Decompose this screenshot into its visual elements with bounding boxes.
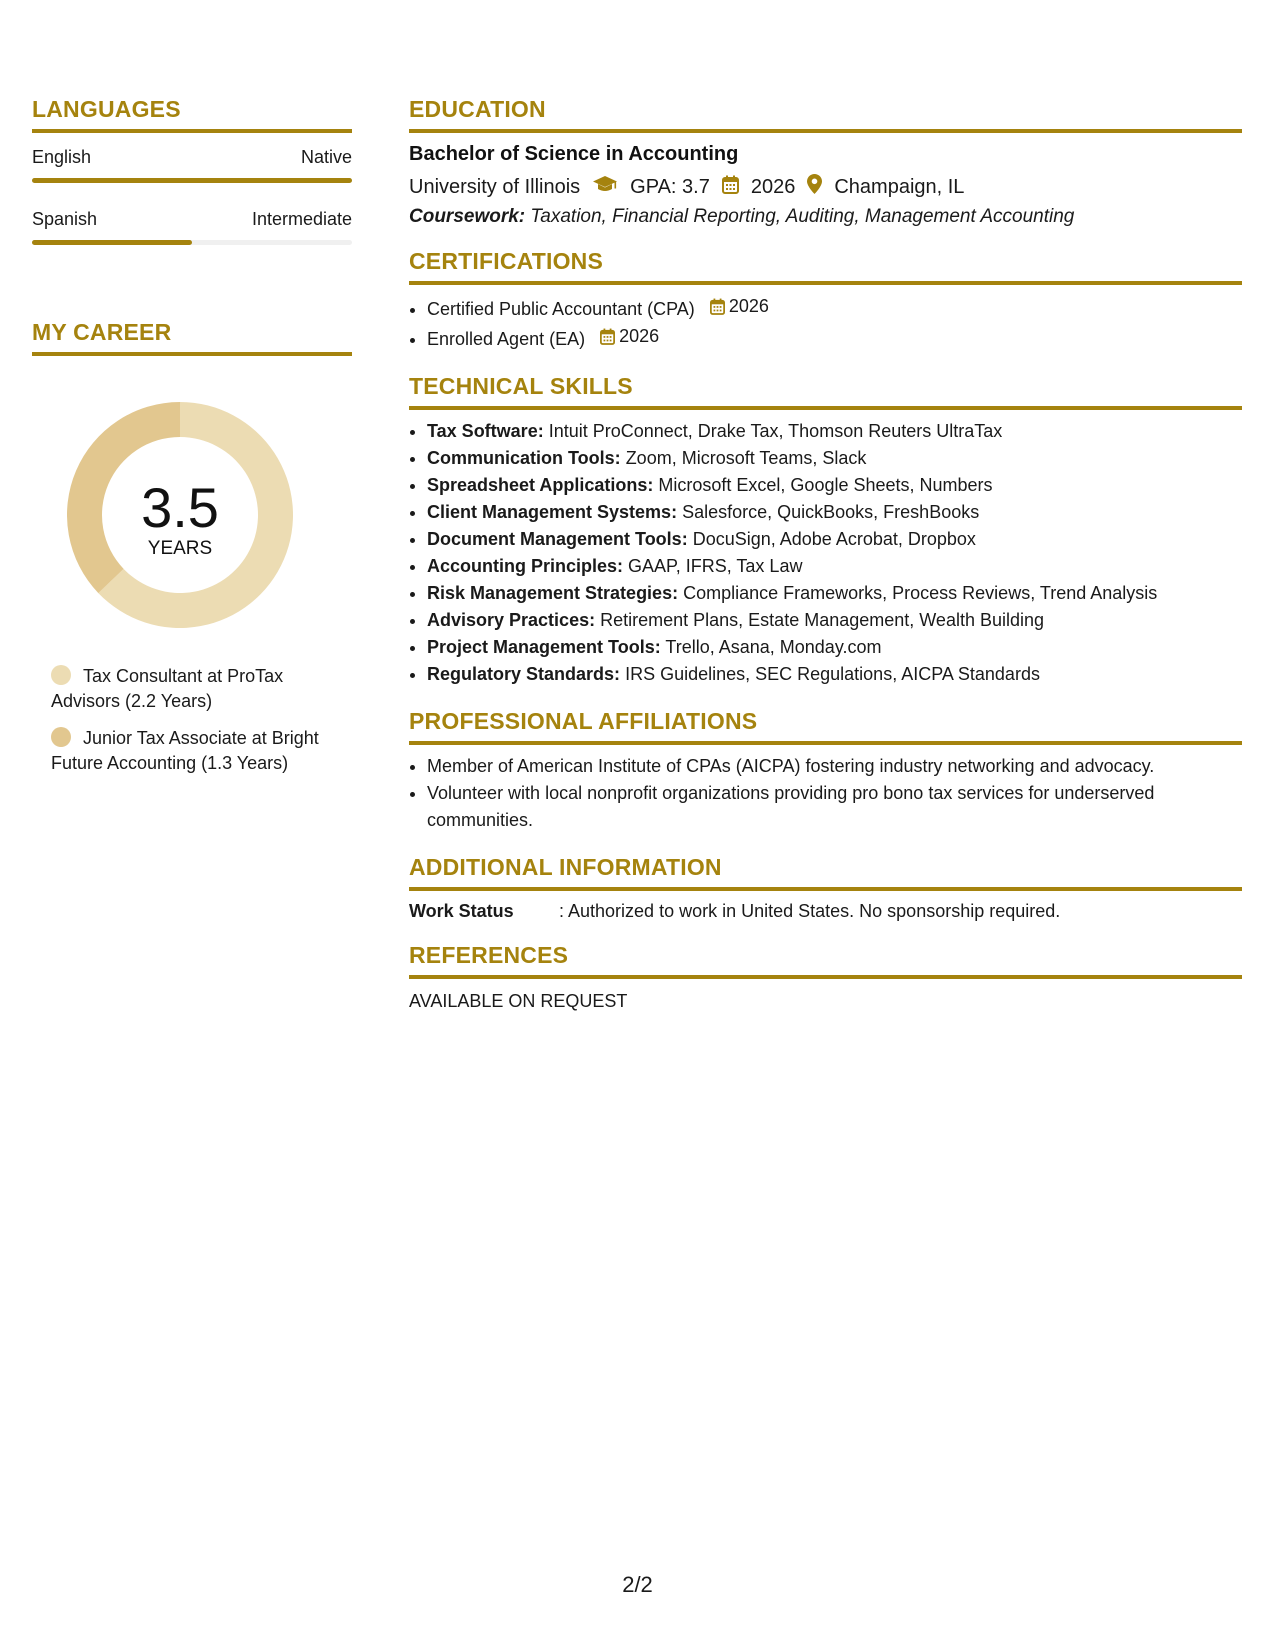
career-legend-item [51,664,352,714]
education-heading: EDUCATION [409,96,1242,133]
career-section [32,319,352,776]
affiliations-list [409,753,1242,834]
language-name: English [32,147,92,167]
career-legend-item [51,726,352,776]
skills-heading: TECHNICAL SKILLS [409,373,1242,410]
skill-item [427,418,1242,445]
school-name: University of Illinois [409,175,581,198]
skill-item [427,526,1242,553]
page-number: 2/2 [622,1572,653,1597]
skill-label: Regulatory Standards: [427,664,621,684]
skill-value: Microsoft Excel, Google Sheets, Numbers [658,475,993,495]
certification-year: 2026 [728,296,769,316]
language-proficiency-bar [32,240,352,245]
career-total-value: 3.5 [141,476,219,539]
work-status-value: : Authorized to work in United States. No sponsorship required. [559,901,1061,921]
skills-list [409,418,1242,688]
education-section [409,96,1242,228]
skill-value: Salesforce, QuickBooks, FreshBooks [682,502,980,522]
sidebar [32,96,352,788]
affiliation-item: • Member of American Institute of CPAs (AICPA) fostering industry networking and advocacy. [427,753,1242,780]
certification-name: Enrolled Agent (EA) [427,329,586,349]
skills-section [409,373,1242,688]
legend-dot-icon [51,727,71,747]
career-donut-chart [67,402,293,628]
education-details [409,174,1242,200]
school-location: Champaign, IL [834,175,965,198]
skill-item [427,634,1242,661]
additional-info-heading: ADDITIONAL INFORMATION [409,854,1242,891]
language-level: Intermediate [251,209,352,229]
skill-item [427,553,1242,580]
graduation-year: 2026 [750,175,796,198]
coursework-label: Coursework: [409,206,526,227]
calendar-icon [600,328,615,345]
degree-title: Bachelor of Science in Accounting [409,143,739,165]
references-text: AVAILABLE ON REQUEST [409,991,628,1011]
skill-label: Advisory Practices: [427,610,596,630]
certifications-list [409,293,1242,353]
main-content [409,96,1242,1032]
certification-item [427,293,1242,323]
skill-item [427,499,1242,526]
references-section [409,942,1242,1012]
coursework [409,206,1242,228]
language-name: Spanish [32,209,98,229]
skill-label: Document Management Tools: [427,529,688,549]
affiliations-section [409,708,1242,834]
work-status-label: Work Status [409,901,514,921]
calendar-icon [710,298,725,315]
language-proficiency-bar [32,178,352,183]
career-heading: MY CAREER [32,319,352,356]
skill-value: GAAP, IFRS, Tax Law [628,556,803,576]
graduation-cap-icon [592,175,618,199]
certification-name: Certified Public Accountant (CPA) [427,299,695,319]
skill-label: Project Management Tools: [427,637,661,657]
career-role-label: Junior Tax Associate at Bright Future Accounting (1.3 Years) [51,728,319,773]
coursework-list: Taxation, Financial Reporting, Auditing, Management Accounting [530,206,1075,227]
skill-label: Client Management Systems: [427,502,678,522]
career-role-label: Tax Consultant at ProTax Advisors (2.2 Years) [51,666,284,711]
skill-value: Retirement Plans, Estate Management, Wealth Building [600,610,1045,630]
language-level: Native [300,147,352,167]
skill-item [427,580,1242,607]
skill-value: Trello, Asana, Monday.com [665,637,882,657]
certification-year: 2026 [619,326,660,346]
legend-dot-icon [51,665,71,685]
certifications-section [409,248,1242,353]
skill-value: Compliance Frameworks, Process Reviews, Trend Analysis [683,583,1158,603]
skill-value: Intuit ProConnect, Drake Tax, Thomson Reuters UltraTax [548,421,1003,441]
skill-label: Accounting Principles: [427,556,624,576]
affiliations-heading: PROFESSIONAL AFFILIATIONS [409,708,1242,745]
affiliation-item: • Volunteer with local nonprofit organizations providing pro bono tax services for underserved communities. [427,780,1242,834]
additional-info-section [409,854,1242,922]
skill-label: Tax Software: [427,421,544,441]
language-proficiency-fill [32,178,352,183]
skill-item [427,472,1242,499]
certification-item [427,323,1242,353]
skill-value: DocuSign, Adobe Acrobat, Dropbox [692,529,976,549]
skill-label: Risk Management Strategies: [427,583,679,603]
languages-heading: LANGUAGES [32,96,352,133]
skill-label: Spreadsheet Applications: [427,475,654,495]
skill-item [427,445,1242,472]
gpa: GPA: 3.7 [630,175,710,198]
career-legend [32,664,352,776]
language-item-english [32,147,352,183]
calendar-icon [722,175,739,200]
skill-item [427,661,1242,688]
skill-item [427,607,1242,634]
references-heading: REFERENCES [409,942,1242,979]
career-total-unit: YEARS [147,538,213,559]
skill-label: Communication Tools: [427,448,621,468]
certifications-heading: CERTIFICATIONS [409,248,1242,285]
language-item-spanish [32,209,352,245]
skill-value: IRS Guidelines, SEC Regulations, AICPA Standards [625,664,1040,684]
location-pin-icon [807,174,822,200]
skill-value: Zoom, Microsoft Teams, Slack [625,448,867,468]
language-proficiency-fill [32,240,192,245]
work-status-row [409,901,1242,922]
